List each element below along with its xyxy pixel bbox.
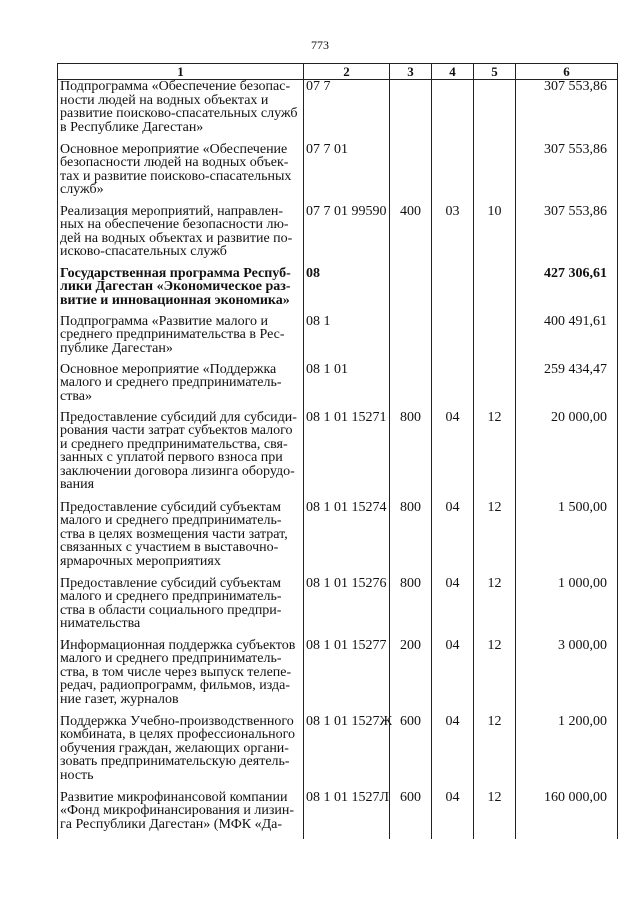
table-row [58, 791, 618, 839]
row-name: Информационная поддержка субъектов малого и среднего предприниматель-ства, в том числе через выпуск телепе-редач, радиопрограмм, фильмов, изда-ние газет, журналов [58, 639, 304, 715]
row-col-4 [432, 80, 474, 143]
row-amount: 1 000,00 [516, 577, 618, 639]
row-col-3 [390, 80, 432, 143]
row-col-4: 04 [432, 577, 474, 639]
row-amount: 259 434,47 [516, 363, 618, 411]
row-col-4: 04 [432, 639, 474, 715]
row-amount: 3 000,00 [516, 639, 618, 715]
row-amount: 307 553,86 [516, 143, 618, 205]
table-row [58, 315, 618, 363]
row-col-4: 04 [432, 501, 474, 577]
row-col-5: 12 [474, 639, 516, 715]
row-amount: 1 500,00 [516, 501, 618, 577]
row-col-3 [390, 143, 432, 205]
row-col-3: 400 [390, 205, 432, 267]
row-col-5 [474, 315, 516, 363]
row-amount: 1 200,00 [516, 715, 618, 791]
header-col-1: 1 [58, 64, 304, 80]
row-code: 08 1 01 15277 [304, 639, 390, 715]
row-code: 08 1 01 15274 [304, 501, 390, 577]
row-col-4 [432, 143, 474, 205]
row-col-3 [390, 315, 432, 363]
row-name: Основное мероприятие «Обеспечение безопасности людей на водных объек-тах и развитие поисково-спасательных служб» [58, 143, 304, 205]
page-number: 773 [311, 38, 329, 52]
row-code: 08 1 01 15276 [304, 577, 390, 639]
row-code: 08 1 01 1527Ж [304, 715, 390, 791]
row-name: Предоставление субсидий субъектам малого и среднего предприниматель-ства в области социального предпри-нимательства [58, 577, 304, 639]
row-col-5: 12 [474, 577, 516, 639]
row-name: Развитие микрофинансовой компании «Фонд микрофинансирования и лизин-га Республики Дагестан» (МФК «Да- [58, 791, 304, 839]
row-name: Подпрограмма «Развитие малого и среднего предпринимательства в Рес-публике Дагестан» [58, 315, 304, 363]
row-col-4: 04 [432, 411, 474, 501]
row-amount: 20 000,00 [516, 411, 618, 501]
row-col-5: 10 [474, 205, 516, 267]
row-col-4 [432, 363, 474, 411]
header-col-4: 4 [432, 64, 474, 80]
row-col-5 [474, 363, 516, 411]
table-row [58, 639, 618, 715]
table-row [58, 267, 618, 315]
row-code: 08 1 01 [304, 363, 390, 411]
header-col-2: 2 [304, 64, 390, 80]
row-col-3 [390, 267, 432, 315]
row-code: 08 1 01 15271 [304, 411, 390, 501]
row-col-3: 800 [390, 577, 432, 639]
row-name: Основное мероприятие «Поддержка малого и среднего предприниматель-ства» [58, 363, 304, 411]
row-col-3: 800 [390, 501, 432, 577]
row-col-3: 600 [390, 715, 432, 791]
header-col-3: 3 [390, 64, 432, 80]
row-amount: 160 000,00 [516, 791, 618, 839]
header-col-5: 5 [474, 64, 516, 80]
row-name: Подпрограмма «Обеспечение безопас-ности людей на водных объектах и развитие поисково-спасательных служб в Республике Дагестан» [58, 80, 304, 143]
row-code: 08 [304, 267, 390, 315]
row-col-5 [474, 80, 516, 143]
row-col-4 [432, 315, 474, 363]
row-col-4: 03 [432, 205, 474, 267]
row-col-5: 12 [474, 411, 516, 501]
row-col-3: 200 [390, 639, 432, 715]
row-col-5 [474, 267, 516, 315]
table-row [58, 205, 618, 267]
row-amount: 307 553,86 [516, 205, 618, 267]
table-header-row [58, 64, 618, 80]
row-col-3 [390, 363, 432, 411]
table-row [58, 411, 618, 501]
table-row [58, 501, 618, 577]
row-code: 07 7 01 99590 [304, 205, 390, 267]
row-code: 08 1 01 1527Л [304, 791, 390, 839]
row-amount: 400 491,61 [516, 315, 618, 363]
row-code: 07 7 01 [304, 143, 390, 205]
table-row [58, 715, 618, 791]
header-col-6: 6 [516, 64, 618, 80]
row-col-4: 04 [432, 715, 474, 791]
table-row [58, 80, 618, 143]
row-code: 07 7 [304, 80, 390, 143]
row-amount: 307 553,86 [516, 80, 618, 143]
row-col-4 [432, 267, 474, 315]
row-col-3: 800 [390, 411, 432, 501]
row-col-4: 04 [432, 791, 474, 839]
row-name: Предоставление субсидий субъектам малого и среднего предприниматель-ства в целях возмещения части затрат, связанных с участием в выставочно-ярмарочных мероприятиях [58, 501, 304, 577]
row-name: Предоставление субсидий для субсиди-рования части затрат субъектов малого и среднего предпринимательства, свя-занных с уплатой первого взноса при заключении договора лизинга оборудо-вания [58, 411, 304, 501]
row-amount: 427 306,61 [516, 267, 618, 315]
row-col-5: 12 [474, 791, 516, 839]
table-row [58, 143, 618, 205]
row-code: 08 1 [304, 315, 390, 363]
budget-table [57, 63, 618, 839]
row-name: Государственная программа Респуб-лики Дагестан «Экономическое раз-витие и инновационная экономика» [58, 267, 304, 315]
row-col-5: 12 [474, 715, 516, 791]
row-col-3: 600 [390, 791, 432, 839]
row-name: Поддержка Учебно-производственного комбината, в целях профессионального обучения граждан, желающих органи-зовать предпринимательскую деятель-ность [58, 715, 304, 791]
table-row [58, 577, 618, 639]
table-row [58, 363, 618, 411]
row-col-5: 12 [474, 501, 516, 577]
row-name: Реализация мероприятий, направлен-ных на обеспечение безопасности лю-дей на водных объектах и развитие по-исково-спасательных служб [58, 205, 304, 267]
row-col-5 [474, 143, 516, 205]
